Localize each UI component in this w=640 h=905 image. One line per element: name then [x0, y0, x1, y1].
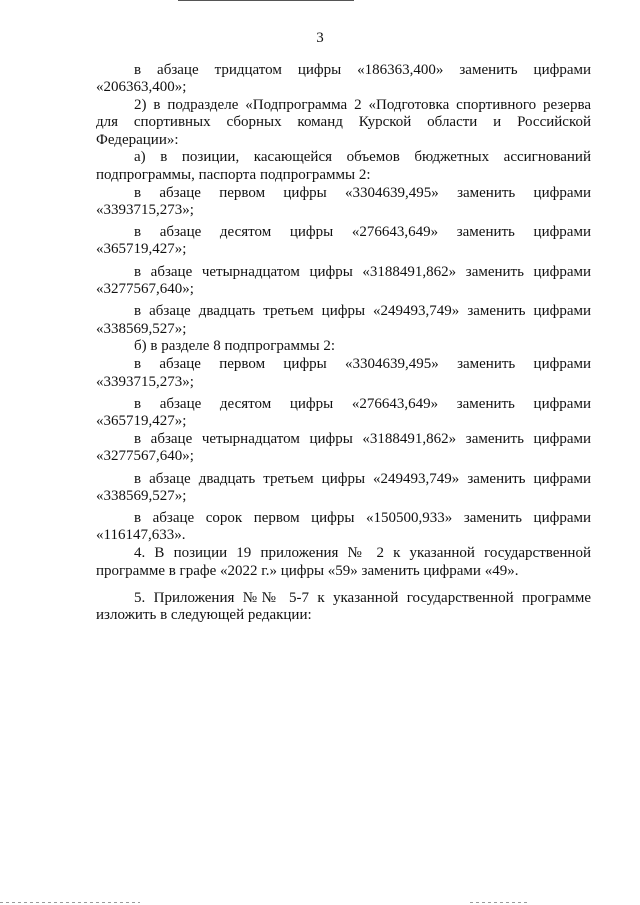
paragraph-9: в абзаце первом цифры «3304639,495» заменить цифрами «3393715,273»;	[96, 356, 591, 390]
paragraph-2: 2) в подразделе «Подпрограмма 2 «Подготовка спортивного резерва для спортивных сборных команд Курской области и Российской Федерации»:	[96, 97, 591, 148]
scan-footer-artifacts	[0, 895, 640, 905]
top-rule	[178, 0, 354, 1]
paragraph-3: а) в позиции, касающейся объемов бюджетных ассигнований подпрограммы, паспорта подпрограммы 2:	[96, 149, 591, 183]
scan-mark	[470, 902, 530, 903]
paragraph-8: б) в разделе 8 подпрограммы 2:	[134, 338, 335, 355]
paragraph-12: в абзаце двадцать третьем цифры «249493,749» заменить цифрами «338569,527»;	[96, 470, 591, 504]
paragraph-4: в абзаце первом цифры «3304639,495» заменить цифрами «3393715,273»;	[96, 184, 591, 218]
scan-mark	[0, 902, 140, 903]
paragraph-5: в абзаце десятом цифры «276643,649» заменить цифрами «365719,427»;	[96, 224, 591, 258]
document-body	[96, 62, 591, 625]
paragraph-10: в абзаце десятом цифры «276643,649» заменить цифрами «365719,427»;	[96, 395, 591, 430]
paragraph-13: в абзаце сорок первом цифры «150500,933» заменить цифрами «116147,633».	[96, 510, 591, 544]
paragraph-7: в абзаце двадцать третьем цифры «249493,749» заменить цифрами «338569,527»;	[96, 303, 591, 337]
page-number: 3	[316, 30, 324, 46]
paragraph-14: 4. В позиции 19 приложения № 2 к указанной государственной программе в графе «2022 г.» цифры «59» заменить цифрами «49».	[96, 545, 591, 579]
paragraph-15: 5. Приложения №№ 5-7 к указанной государственной программе изложить в следующей редакции:	[96, 589, 591, 624]
paragraph-1: в абзаце тридцатом цифры «186363,400» заменить цифрами «206363,400»;	[96, 62, 591, 96]
paragraph-11: в абзаце четырнадцатом цифры «3188491,862» заменить цифрами «3277567,640»;	[96, 430, 591, 465]
paragraph-6: в абзаце четырнадцатом цифры «3188491,862» заменить цифрами «3277567,640»;	[96, 263, 591, 298]
